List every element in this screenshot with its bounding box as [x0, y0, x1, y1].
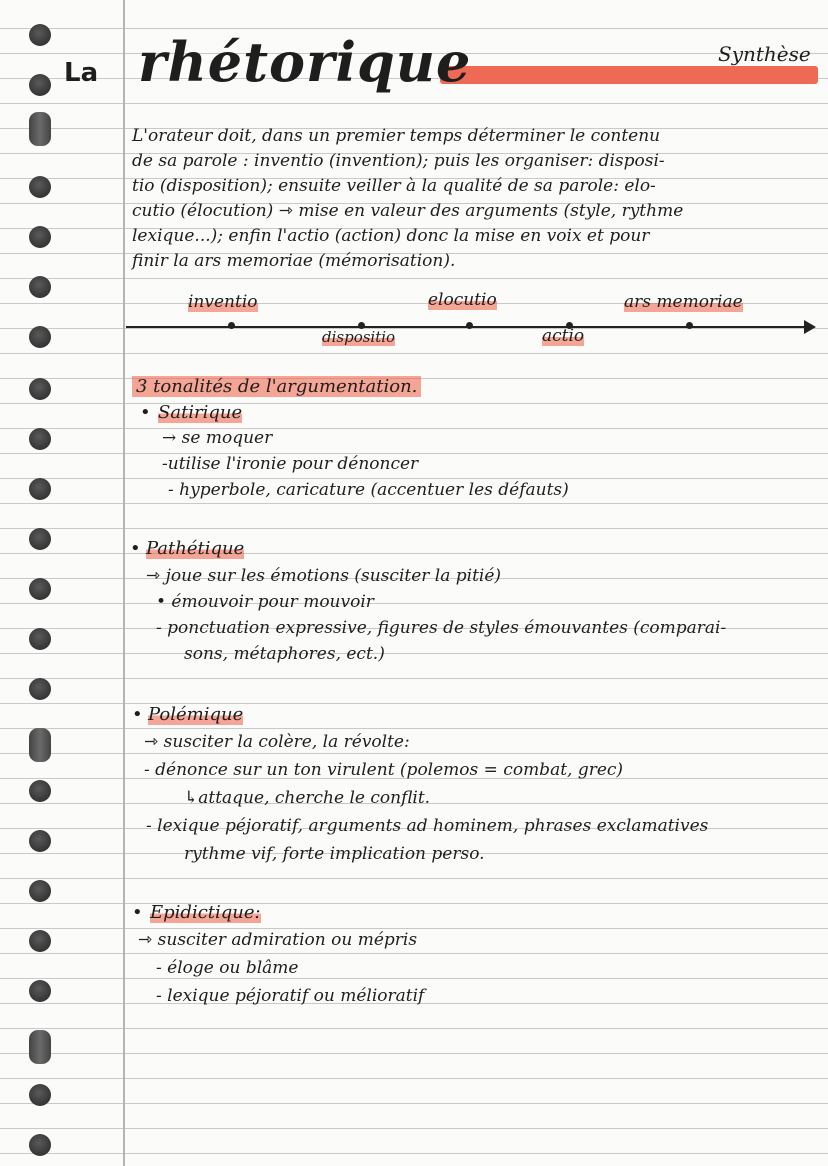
binder-hole [29, 930, 51, 952]
satirique-line: -utilise l'ironie pour dénoncer [162, 454, 419, 474]
polemique-line: ⇾ susciter la colère, la révolte: [144, 732, 410, 752]
binder-hole [29, 378, 51, 400]
binder-hole [29, 1030, 51, 1064]
binder-hole [29, 528, 51, 550]
bullet-dot: • [132, 902, 143, 923]
tonalite-title-satirique: Satirique [158, 402, 243, 423]
intro-line: lexique...); enfin l'actio (action) donc la mise en voix et pour [132, 226, 650, 246]
binder-hole [29, 226, 51, 248]
intro-line: cutio (élocution) ⇾ mise en valeur des arguments (style, rythme [132, 201, 684, 221]
polemique-line: rythme vif, forte implication perso. [184, 844, 485, 864]
timeline-label-ars-memoriae: ars memoriae [624, 292, 743, 312]
polemique-line: ↳attaque, cherche le conflit. [184, 788, 431, 808]
timeline-tick [686, 322, 693, 329]
binder-hole [29, 478, 51, 500]
binder-hole [29, 880, 51, 902]
binder-hole [29, 830, 51, 852]
epidictique-line: ⇾ susciter admiration ou mépris [138, 930, 418, 950]
polemique-line: - dénonce sur un ton virulent (polemos = combat, grec) [144, 760, 624, 780]
synthese-tag: Synthèse [718, 42, 811, 66]
timeline-label-actio: actio [542, 326, 585, 346]
timeline-tick [228, 322, 235, 329]
satirique-line: → se moquer [162, 428, 273, 448]
intro-line: tio (disposition); ensuite veiller à la qualité de sa parole: elo- [132, 176, 656, 196]
timeline-label-elocutio: elocutio [428, 290, 497, 310]
intro-line: de sa parole : inventio (invention); puis les organiser: disposi- [132, 151, 665, 171]
binder-hole [29, 1134, 51, 1156]
timeline-arrowhead [804, 320, 816, 334]
timeline-label-inventio: inventio [188, 292, 258, 312]
tonalite-title-epidictique: Epidictique: [150, 902, 261, 923]
binder-hole [29, 578, 51, 600]
epidictique-line: - éloge ou blâme [156, 958, 299, 978]
bullet-dot: • [130, 538, 141, 559]
binder-hole [29, 980, 51, 1002]
binder-hole [29, 176, 51, 198]
intro-line: finir la ars memoriae (mémorisation). [132, 251, 456, 271]
pathetique-line: ⇾ joue sur les émotions (susciter la pitié) [146, 566, 502, 586]
timeline-tick [466, 322, 473, 329]
pathetique-line: • émouvoir pour mouvoir [156, 592, 374, 612]
section-title: 3 tonalités de l'argumentation. [132, 376, 421, 397]
epidictique-line: - lexique péjoratif ou mélioratif [156, 986, 425, 1006]
binder-hole [29, 74, 51, 96]
intro-line: L'orateur doit, dans un premier temps déterminer le contenu [132, 126, 661, 146]
margin-line [123, 0, 125, 1166]
satirique-line: - hyperbole, caricature (accentuer les défauts) [168, 480, 569, 500]
binder-hole [29, 428, 51, 450]
title-article: La [64, 58, 99, 88]
binder-hole [29, 326, 51, 348]
binder-hole [29, 1084, 51, 1106]
timeline-label-dispositio: dispositio [322, 328, 396, 346]
binder-hole [29, 24, 51, 46]
binder-hole [29, 276, 51, 298]
binder-hole [29, 112, 51, 146]
pathetique-line: sons, métaphores, ect.) [184, 644, 385, 664]
bullet-dot: • [140, 402, 151, 423]
polemique-line: - lexique péjoratif, arguments ad hominem, phrases exclamatives [146, 816, 709, 836]
tonalite-title-pathetique: Pathétique [146, 538, 245, 559]
bullet-dot: • [132, 704, 143, 725]
page-title: rhétorique [138, 30, 472, 94]
tonalite-title-polemique: Polémique [148, 704, 244, 725]
binder-hole [29, 678, 51, 700]
title-highlight-bar [440, 66, 818, 84]
pathetique-line: - ponctuation expressive, figures de styles émouvantes (comparai- [156, 618, 727, 638]
binder-hole [29, 780, 51, 802]
binder-hole [29, 628, 51, 650]
binder-hole [29, 728, 51, 762]
